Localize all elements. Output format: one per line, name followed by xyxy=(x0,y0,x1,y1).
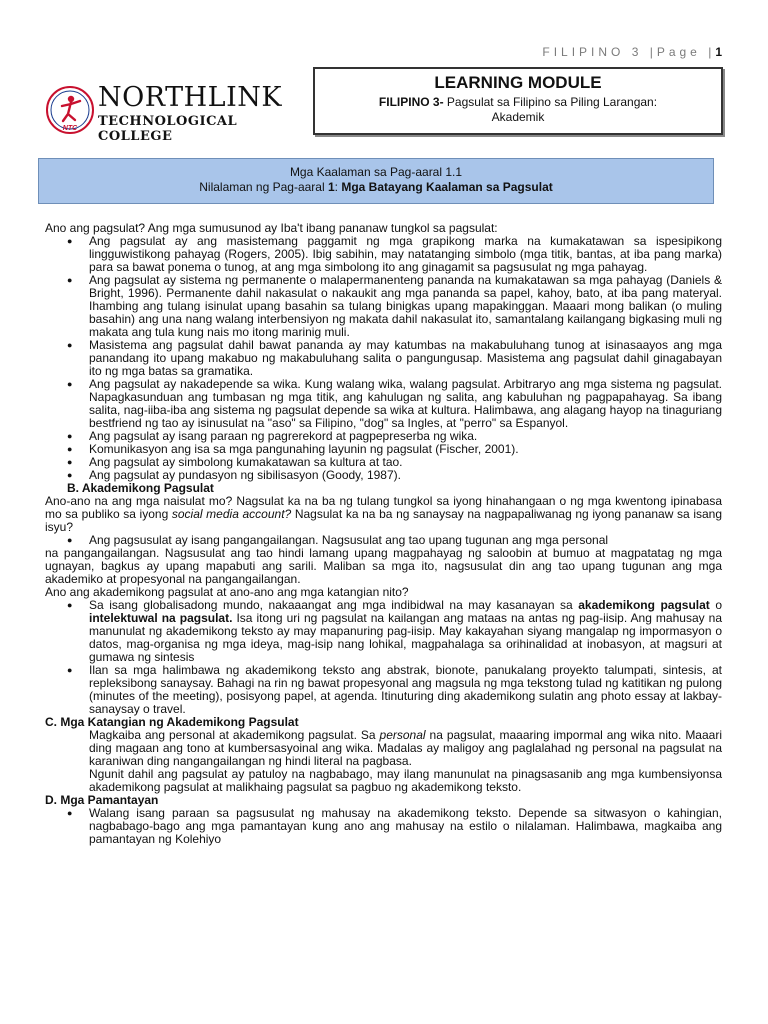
section-c-emphasis: personal xyxy=(379,728,426,742)
lesson-line2-prefix: Nilalaman ng Pag-aaral xyxy=(199,180,328,194)
section-b-paragraph-2: na pangangailangan. Nagsusulat ang tao hindi lamang upang magpahayag ng saloobin at bumuo at magpatatag ng mga ugnayan, bagkus ay upang mapabuti ang sarili. Maliban sa mga ito, nagsusulat din ang tao upang tugunan ang mga akademiko at propesyonal na pangangailangan. xyxy=(45,546,722,586)
pagsulat-bullet-list xyxy=(45,235,722,482)
intro-text: Ano ang pagsulat? Ang mga sumusunod ay Iba't ibang pananaw tungkol sa pagsulat: xyxy=(45,221,498,235)
section-b-emphasis: social media account? xyxy=(171,507,292,521)
section-d-list xyxy=(45,807,722,846)
lesson-line2 xyxy=(39,180,713,195)
list-item: ● Ang pagsulat ay ang masistemang paggamit ng mga grapikong marka na kumakatawan sa ispesipikong lingguwistikong pahayag (Rogers, 2005). Ibig sabihin, may natatanging simbolo (mga titik, bantas, at iba pang marka) para sa bawat ponema o tunog, at ang mga simbolong ito ang ginagamit sa pagsusulat ng mga pahayag. xyxy=(45,235,722,274)
list-item xyxy=(45,599,722,664)
lesson-line1: Mga Kaalaman sa Pag-aaral 1.1 xyxy=(289,165,463,179)
list-item-text: o xyxy=(709,598,722,612)
section-c-paragraph-2: Ngunit dahil ang pagsulat ay patuloy na nagbabago, may ilang manunulat na pinagsasanib ang mga kumbensiyonsa akademikong pagsulat at malikhaing pagsulat sa pagbuo ng akademikong teksto. xyxy=(89,767,722,794)
list-item-text: Isa itong uri ng pagsulat na kailangan ang mataas na antas ng pag-iisip. Ang mahusay na manunulat ng akademikong teksto ay may mapanuring pag-iisip. May kakayahan siyang mangalap ng impormasyon o datos, mag-organisa ng mga ideya, mag-isip nang lohikal, magpahalaga sa orihinalidad at inobasyon, at magsuri at gumawa ng sintesis xyxy=(89,611,722,664)
list-item: ● Ang pagsulat ay isang paraan ng pagrerekord at pagpepreserba ng wika. xyxy=(45,430,722,443)
list-item-text: Sa isang globalisadong mundo, nakaaangat ang mga indibidwal na may kasanayan sa xyxy=(89,598,579,612)
header-label: FILIPINO 3 |Page | xyxy=(542,45,716,59)
subject-code: FILIPINO 3- xyxy=(378,95,444,109)
module-title: LEARNING MODULE xyxy=(434,73,602,92)
list-item: ● Komunikasyon ang isa sa mga pangunahing layunin ng pagsulat (Fischer, 2001). xyxy=(45,443,722,456)
college-subname: TECHNOLOGICAL COLLEGE xyxy=(98,114,238,144)
section-b-text: Ano-ano na ang mga naisulat mo? Nagsulat ka na ba ng tulang tungkol sa iyong hinahangaan o ng mga kwentong ipinabasa mo sa publiko sa iyong xyxy=(45,494,722,521)
section-b-bullet xyxy=(45,534,722,547)
section-b-list xyxy=(45,599,722,716)
list-item: ● Walang isang paraan sa pagsusulat ng mahusay na akademikong teksto. Depende sa sitwasyon o kahingian, nagbabago-bago ang mga pamantayan kung ano ang mahusay na estilo o nilalaman. Halimbawa, magkaiba ang pamantayan ng Kolehiyo xyxy=(45,807,722,846)
list-item: ● Ang pagsulat ay simbolong kumakatawan sa kultura at tao. xyxy=(45,456,722,469)
section-b-question: Ano ang akademikong pagsulat at ano-ano ang mga katangian nito? xyxy=(45,585,409,599)
subject-name: Pagsulat sa Filipino sa Piling Larangan: xyxy=(443,95,658,109)
section-c-text: Magkaiba ang personal at akademikong pagsulat. Sa xyxy=(89,728,380,742)
section-c-text-end: na pagsulat, maaaring impormal ang wika nito. Maaari ding magaan ang tono at kumbersasyoinal ang wika. Madalas ay maligoy ang paglalahad ng personal na pagsulat na karaniwan ding nangangailangan ng hindi literal na pagbasa. xyxy=(89,728,722,768)
list-item: ● Ang pagsulat ay sistema ng permanente o malapermanenteng pananda na kumakatawan sa mga pahayag (Daniels & Bright, 1996). Permanente dahil nakasulat o nakaukit ang mga pananda sa papel, kahoy, bato, at iba pang materyal. Ihambing ang tulang isinulat upang basahin sa tulang binigkas upang mapakinggan. Maaari mong balikan (o muling basahin) ang una nang walang interbensiyon ng makata dahil nakasulat ito, samantalang kailangang bigkasing muli ng makata ang tula kung nais mo itong marinig muli. xyxy=(45,274,722,339)
lesson-colon: : xyxy=(334,180,342,194)
list-item: ● Ang pagsulat ay nakadepende sa wika. Kung walang wika, walang pagsulat. Arbitraryo ang mga sistema ng pagsulat. Napagkasunduan ang tumbasan ng mga titik, ang kahulugan ng salita, ang kabuluhan ng pagpapahayag. Sa ibang salita, nag-iiba-iba ang sistema ng pagsulat depende sa wika at kultura. Halimbawa, ang alagang hayop na tinaguriang bestfriend ng tao ay isinusulat na "aso" sa Filipino, "dog" sa Ingles, at "perro" sa Espanyol. xyxy=(45,378,722,430)
list-item-bold: akademikong pagsulat xyxy=(578,598,710,612)
list-item: ● Ilan sa mga halimbawa ng akademikong teksto ang abstrak, bionote, panukalang proyekto talumpati, sintesis, at repleksibong sanaysay. Bahagi na rin ng bawat propesyonal ang magsula ng mga tekstong tulad ng katitikan ng pulong (minutes of the meeting), posisyong papel, at agenda. Itinuturing ding akademikong sulatin ang photo essay at lakbay-sanaysay o travel. xyxy=(45,664,722,716)
module-content xyxy=(45,222,722,846)
section-b-text-end: Nagsulat ka na ba ng sanaysay na nagpapaliwanag ng iyong pananaw sa isang isyu? xyxy=(45,507,723,534)
subject-name-line2: Akademik xyxy=(491,110,545,124)
section-c-heading: C. Mga Katangian ng Akademikong Pagsulat xyxy=(45,715,299,729)
list-item: ● Masistema ang pagsulat dahil bawat pananda ay may katumbas na makabuluhang tunog at isinasaayos ang mga panandang ito upang makabuo ng makabuluhang salita o pangungusap. Masistema ang pagsulat dahil ginagabayan ito ng mga batas sa gramatika. xyxy=(45,339,722,378)
page-header xyxy=(542,45,722,59)
college-name: NORTHLINK xyxy=(98,82,283,113)
section-d-heading: D. Mga Pamantayan xyxy=(45,793,159,807)
lesson-box xyxy=(38,158,714,204)
section-b-paragraph xyxy=(45,495,722,534)
college-emblem-icon xyxy=(44,84,96,136)
list-item: ● Ang pagsusulat ay isang pangangailangan. Nagsusulat ang tao upang tugunan ang mga personal xyxy=(45,534,722,547)
page-number: 1 xyxy=(715,45,722,59)
lesson-number: 1 xyxy=(327,180,335,194)
emblem-text: NTC xyxy=(62,125,78,132)
lesson-title: Mga Batayang Kaalaman sa Pagsulat xyxy=(341,180,553,194)
section-b-heading: B. Akademikong Pagsulat xyxy=(67,481,214,495)
section-c-paragraph xyxy=(45,729,722,768)
list-item: ● Ang pagsulat ay pundasyon ng sibilisasyon (Goody, 1987). xyxy=(45,469,722,482)
module-subject xyxy=(315,95,721,125)
college-logo xyxy=(44,82,304,144)
module-title-box xyxy=(313,67,723,135)
list-item-bold: intelektuwal na pagsulat. xyxy=(89,611,233,625)
